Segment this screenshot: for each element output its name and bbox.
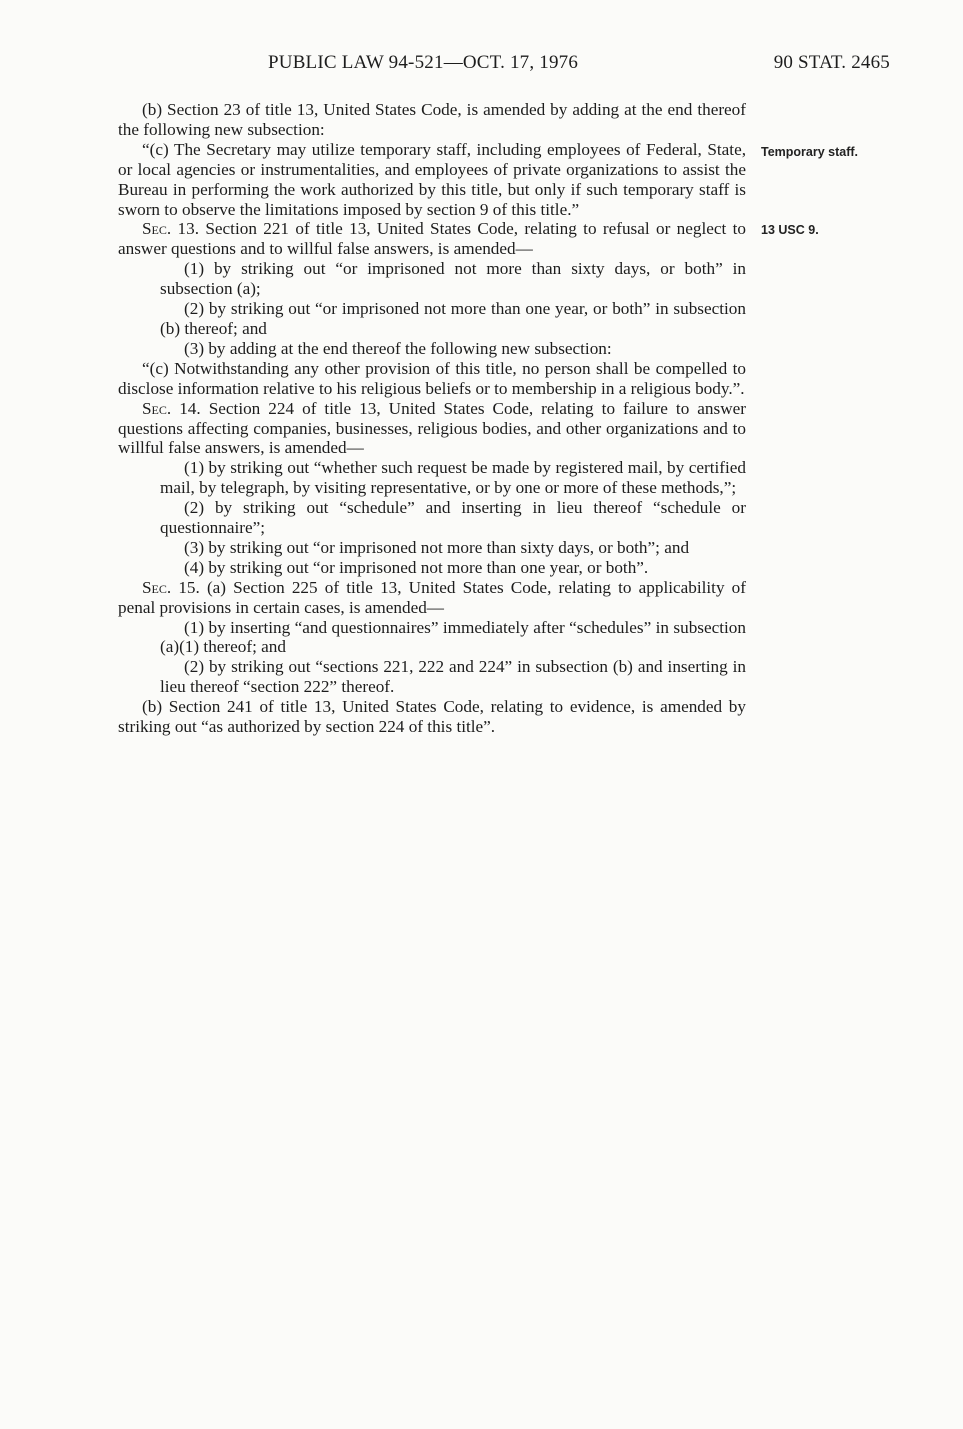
section-14-item-2: (2) by striking out “schedule” and inserting in lieu thereof “schedule or questionnaire”; [160, 498, 746, 538]
section-13-new-subsection-quote: “(c) Notwithstanding any other provision of this title, no person shall be compelled to disclose information relative to his religious beliefs or to membership in a religious body.”. [118, 358, 746, 398]
section-14-label: Sec. 14. [142, 398, 201, 418]
margin-note-temporary-staff: Temporary staff. [761, 145, 859, 159]
law-body-text [118, 100, 746, 737]
margin-note-usc-reference: 13 USC 9. [761, 223, 819, 237]
paragraph-section-23-b: (b) Section 23 of title 13, United States Code, is amended by adding at the end thereof the following new subsection: [118, 100, 746, 139]
section-13-text: Section 221 of title 13, United States Code, relating to refusal or neglect to answer questions and to willful false answers, is amended— [118, 219, 746, 259]
paragraph-section-15 [118, 578, 746, 618]
section-13-item-2: (2) by striking out “or imprisoned not more than one year, or both” in subsection (b) thereof; and [160, 299, 746, 338]
running-header [118, 52, 890, 78]
section-13-item-3: (3) by adding at the end thereof the following new subsection: [184, 338, 612, 358]
section-14-item-3: (3) by striking out “or imprisoned not more than sixty days, or both”; and [184, 537, 690, 557]
paragraph-temporary-staff-subsection: “(c) The Secretary may utilize temporary staff, including employees of Federal, State, or local agencies or instrumentalities, and employees of private organizations to assist the Bureau in performing the work authorized by this title, but only if such temporary staff is sworn to observe the limitations imposed by section 9 of this title.” [118, 139, 746, 219]
section-15-label: Sec. 15. [142, 577, 200, 597]
law-title: PUBLIC LAW 94-521—OCT. 17, 1976 [268, 52, 579, 73]
section-13-label: Sec. 13. [142, 219, 200, 239]
section-13-item-1: (1) by striking out “or imprisoned not more than sixty days, or both” in subsection (a); [160, 259, 746, 299]
paragraph-section-13 [118, 219, 746, 259]
section-14-item-1: (1) by striking out “whether such request be made by registered mail, by certified mail, by telegraph, by visiting representative, or by one or more of these methods,”; [160, 458, 746, 498]
paragraph-section-14 [118, 399, 746, 459]
section-15-item-1: (1) by inserting “and questionnaires” immediately after “schedules” in subsection (a)(1) thereof; and [160, 617, 746, 657]
section-15-text: (a) Section 225 of title 13, United States Code, relating to applicability of penal provisions in certain cases, is amended— [118, 577, 746, 617]
section-14-text: Section 224 of title 13, United States Code, relating to failure to answer questions affecting companies, businesses, religious bodies, and other organizations and to willful false answers, is amended— [118, 398, 746, 458]
section-14-item-4: (4) by striking out “or imprisoned not more than one year, or both”. [184, 557, 649, 577]
section-15-item-2: (2) by striking out “sections 221, 222 and 224” in subsection (b) and inserting in lieu thereof “section 222” thereof. [160, 657, 746, 697]
section-15-subsection-b: (b) Section 241 of title 13, United States Code, relating to evidence, is amended by striking out “as authorized by section 224 of this title”. [118, 697, 746, 737]
statute-page-number: 90 STAT. 2465 [773, 52, 890, 73]
